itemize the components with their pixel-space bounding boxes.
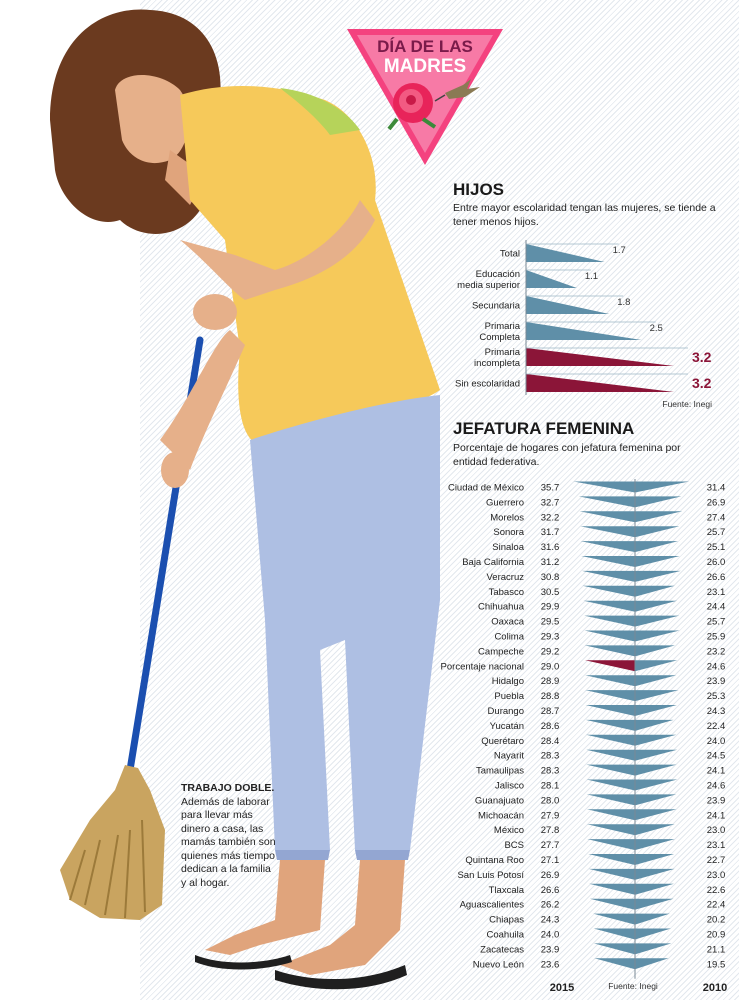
jefatura-bar-2015 bbox=[589, 884, 635, 895]
jefatura-bar-2015 bbox=[574, 482, 635, 493]
hijos-value-label: 1.1 bbox=[584, 271, 599, 282]
jefatura-value-2010: 23.0 bbox=[706, 869, 726, 881]
jefatura-bar-2015 bbox=[580, 511, 635, 522]
jefatura-value-2015: 30.5 bbox=[540, 586, 560, 598]
jefatura-bar-2010 bbox=[635, 943, 671, 954]
hijos-value-label: 2.5 bbox=[649, 323, 663, 334]
jefatura-value-2015: 26.6 bbox=[540, 884, 560, 896]
jefatura-value-2015: 28.6 bbox=[540, 720, 560, 732]
jefatura-category-label: Sonora bbox=[493, 527, 524, 539]
jefatura-bar-2010 bbox=[635, 794, 676, 805]
jefatura-value-2010: 22.4 bbox=[706, 720, 726, 732]
hijos-title: HIJOS bbox=[453, 180, 505, 199]
jefatura-bar-2010 bbox=[635, 824, 675, 835]
jefatura-value-2015: 31.2 bbox=[540, 557, 560, 568]
jefatura-category-label: Chihuahua bbox=[478, 601, 524, 613]
jefatura-bar-2015 bbox=[593, 914, 635, 925]
hijos-category-label: Sin escolaridad bbox=[455, 378, 520, 390]
jefatura-bar-2010 bbox=[635, 809, 677, 820]
jefatura-bar-2015 bbox=[582, 586, 635, 597]
jefatura-category-label: Guanajuato bbox=[474, 795, 524, 807]
hijos-category-label: incompleta bbox=[474, 358, 520, 369]
jefatura-category-label: Yucatán bbox=[489, 720, 524, 732]
jefatura-bar-2010 bbox=[635, 601, 677, 612]
jefatura-bar-2010 bbox=[635, 526, 679, 537]
jefatura-value-2015: 28.8 bbox=[540, 691, 560, 703]
jefatura-value-2015: 28.3 bbox=[540, 765, 560, 777]
jefatura-category-label: Sinaloa bbox=[492, 542, 524, 554]
hijos-bar bbox=[526, 374, 674, 392]
jefatura-category-label: Coahuila bbox=[486, 929, 524, 941]
jefatura-value-2010: 26.6 bbox=[706, 571, 726, 583]
jefatura-value-2015: 32.2 bbox=[540, 512, 560, 524]
jefatura-value-2015: 27.7 bbox=[540, 840, 560, 852]
jefatura-value-2010: 23.9 bbox=[706, 795, 726, 807]
jefatura-value-2010: 23.1 bbox=[706, 586, 726, 598]
jefatura-category-label: Puebla bbox=[494, 691, 524, 703]
jefatura-bar-2010 bbox=[635, 496, 681, 507]
jefatura-bar-2015 bbox=[581, 556, 635, 567]
badge-line2: MADRES bbox=[383, 56, 467, 77]
hijos-bar bbox=[526, 296, 609, 314]
hijos-category-label: Completa bbox=[479, 332, 520, 343]
jefatura-category-label: Chiapas bbox=[489, 914, 524, 926]
jefatura-bar-2015 bbox=[585, 660, 635, 671]
jefatura-category-label: Baja California bbox=[462, 557, 524, 568]
jefatura-category-label: Tlaxcala bbox=[488, 884, 524, 896]
jefatura-value-2010: 24.1 bbox=[706, 810, 726, 822]
jefatura-value-2010: 27.4 bbox=[706, 512, 726, 524]
jefatura-value-2010: 23.0 bbox=[706, 825, 726, 837]
hijos-bar bbox=[526, 322, 642, 340]
jefatura-bar-2015 bbox=[587, 809, 635, 820]
jefatura-value-2015: 28.1 bbox=[540, 780, 560, 792]
jefatura-bar-2010 bbox=[635, 929, 671, 940]
jefatura-category-label: Tamaulipas bbox=[475, 765, 524, 777]
jefatura-value-2010: 24.6 bbox=[706, 661, 726, 673]
jefatura-bar-2010 bbox=[635, 556, 680, 567]
jefatura-bar-2015 bbox=[580, 526, 635, 537]
jefatura-bar-2015 bbox=[581, 541, 635, 552]
jefatura-value-2015: 28.4 bbox=[540, 735, 560, 747]
hijos-category-label: Primaria bbox=[484, 321, 520, 332]
jefatura-bar-2010 bbox=[635, 631, 680, 642]
jefatura-bar-2010 bbox=[635, 660, 677, 671]
jefatura-value-2010: 23.9 bbox=[706, 676, 726, 688]
jefatura-value-2015: 29.3 bbox=[540, 631, 560, 643]
jefatura-category-label: Durango bbox=[487, 706, 524, 717]
jefatura-bar-2015 bbox=[585, 690, 635, 701]
jefatura-value-2010: 23.1 bbox=[706, 840, 726, 852]
jefatura-bar-2015 bbox=[585, 645, 635, 656]
jefatura-value-2015: 30.8 bbox=[540, 571, 560, 583]
hijos-chart bbox=[440, 235, 730, 410]
hijos-value-label: 3.2 bbox=[692, 349, 712, 365]
jefatura-category-label: San Luis Potosí bbox=[457, 869, 524, 881]
jefatura-value-2010: 25.1 bbox=[706, 542, 726, 554]
jefatura-bar-2015 bbox=[586, 750, 635, 761]
jefatura-value-2010: 25.7 bbox=[706, 527, 726, 539]
jefatura-value-2010: 25.9 bbox=[706, 631, 726, 643]
jefatura-value-2015: 24.3 bbox=[540, 914, 560, 926]
jefatura-bar-2010 bbox=[635, 780, 677, 791]
jefatura-value-2015: 28.0 bbox=[540, 795, 560, 807]
year-2015-label: 2015 bbox=[549, 982, 575, 994]
badge-line1: DÍA DE LAS bbox=[377, 37, 473, 56]
jefatura-category-label: Zacatecas bbox=[480, 944, 524, 956]
jefatura-category-label: México bbox=[493, 825, 524, 837]
jefatura-value-2015: 27.8 bbox=[540, 825, 560, 837]
jefatura-bar-2015 bbox=[594, 929, 635, 940]
jefatura-bar-2010 bbox=[635, 511, 682, 522]
jefatura-value-2015: 27.9 bbox=[540, 810, 560, 822]
jefatura-value-2015: 26.9 bbox=[540, 869, 560, 881]
jefatura-subtitle: Porcentaje de hogares con jefatura femenina por entidad federativa. bbox=[453, 442, 681, 468]
jefatura-value-2015: 29.2 bbox=[540, 646, 560, 658]
jefatura-title: JEFATURA FEMENINA bbox=[453, 419, 635, 438]
jefatura-bar-2010 bbox=[635, 571, 681, 582]
jefatura-value-2015: 29.5 bbox=[540, 616, 560, 628]
jefatura-bar-2010 bbox=[635, 884, 674, 895]
jefatura-value-2015: 27.1 bbox=[540, 855, 560, 866]
jefatura-bar-2015 bbox=[579, 496, 635, 507]
trabajo-text: Además de laborar para llevar más dinero a casa, las mamás también son quienes más tiempo dedican a la familia y al hogar. bbox=[181, 795, 276, 889]
jefatura-category-label: Michoacán bbox=[478, 810, 524, 822]
jefatura-value-2010: 26.0 bbox=[706, 557, 726, 568]
jefatura-bar-2015 bbox=[594, 943, 635, 954]
dia-de-las-madres-badge bbox=[345, 27, 505, 167]
jefatura-bar-2010 bbox=[635, 675, 676, 686]
jefatura-bar-2015 bbox=[584, 616, 635, 627]
jefatura-bar-2015 bbox=[585, 675, 635, 686]
jefatura-bar-2010 bbox=[635, 839, 675, 850]
jefatura-bar-2010 bbox=[635, 914, 670, 925]
jefatura-bar-2010 bbox=[635, 869, 675, 880]
jefatura-category-label: Nayarit bbox=[493, 750, 524, 762]
jefatura-bar-2010 bbox=[635, 765, 677, 776]
jefatura-category-label: Jalisco bbox=[494, 780, 524, 792]
jefatura-value-2015: 31.7 bbox=[540, 527, 560, 539]
jefatura-value-2010: 23.2 bbox=[706, 646, 726, 658]
hijos-value-label: 3.2 bbox=[692, 375, 712, 391]
jefatura-bar-2015 bbox=[588, 854, 635, 865]
jefatura-category-label: Nuevo León bbox=[472, 959, 524, 971]
jefatura-bar-2015 bbox=[590, 899, 635, 910]
jefatura-bar-2015 bbox=[586, 705, 635, 716]
jefatura-value-2010: 31.4 bbox=[706, 482, 726, 494]
jefatura-bar-2015 bbox=[586, 720, 635, 731]
jefatura-category-label: Colima bbox=[494, 631, 524, 643]
jefatura-value-2015: 23.9 bbox=[540, 944, 560, 956]
jefatura-value-2015: 26.2 bbox=[540, 899, 560, 911]
hijos-bar bbox=[526, 348, 674, 366]
jefatura-bar-2015 bbox=[587, 794, 635, 805]
jefatura-value-2015: 32.7 bbox=[540, 497, 560, 509]
hijos-category-label: Primaria bbox=[484, 347, 520, 358]
jefatura-bar-2010 bbox=[635, 705, 677, 716]
jefatura-bar-2010 bbox=[635, 616, 679, 627]
jefatura-bar-2015 bbox=[589, 869, 635, 880]
jefatura-category-label: Guerrero bbox=[485, 497, 524, 509]
jefatura-bar-2010 bbox=[635, 541, 678, 552]
jefatura-value-2015: 29.0 bbox=[540, 661, 560, 673]
trabajo-heading: TRABAJO DOBLE. bbox=[181, 782, 275, 794]
jefatura-category-label: Aguascalientes bbox=[459, 899, 524, 911]
jefatura-bar-2015 bbox=[584, 601, 635, 612]
jefatura-value-2015: 29.9 bbox=[540, 601, 560, 613]
hijos-bar bbox=[526, 270, 577, 288]
jefatura-value-2015: 28.7 bbox=[540, 706, 560, 717]
jefatura-bar-2015 bbox=[586, 735, 635, 746]
jefatura-value-2010: 24.4 bbox=[706, 601, 726, 613]
jefatura-category-label: Hidalgo bbox=[491, 676, 524, 688]
jefatura-bar-2010 bbox=[635, 690, 679, 701]
hijos-category-label: Secundaria bbox=[471, 300, 520, 312]
jefatura-bar-2010 bbox=[635, 586, 675, 597]
jefatura-value-2010: 24.1 bbox=[706, 765, 726, 777]
jefatura-bar-2015 bbox=[594, 958, 635, 969]
jefatura-bar-2015 bbox=[587, 839, 635, 850]
jefatura-bar-2010 bbox=[635, 720, 674, 731]
jefatura-category-label: Oaxaca bbox=[491, 616, 524, 628]
jefatura-value-2015: 28.3 bbox=[540, 750, 560, 762]
jefatura-bar-2015 bbox=[587, 780, 635, 791]
jefatura-category-label: Veracruz bbox=[486, 571, 524, 583]
jefatura-bar-2010 bbox=[635, 854, 674, 865]
jefatura-bar-2010 bbox=[635, 750, 677, 761]
jefatura-bar-2015 bbox=[585, 631, 635, 642]
jefatura-category-label: BCS bbox=[504, 840, 524, 852]
jefatura-value-2015: 35.7 bbox=[540, 482, 560, 494]
jefatura-bar-2010 bbox=[635, 899, 674, 910]
jefatura-bar-2010 bbox=[635, 735, 676, 746]
jefatura-value-2010: 19.5 bbox=[706, 959, 726, 971]
jefatura-value-2010: 24.0 bbox=[706, 735, 726, 747]
hijos-category-label: Total bbox=[499, 248, 520, 260]
jefatura-category-label: Querétaro bbox=[481, 735, 524, 747]
jefatura-value-2010: 24.5 bbox=[706, 750, 726, 762]
jefatura-value-2010: 22.7 bbox=[706, 855, 726, 866]
jefatura-bar-2015 bbox=[586, 765, 635, 776]
jefatura-value-2010: 20.2 bbox=[706, 914, 726, 926]
jefatura-value-2010: 20.9 bbox=[706, 929, 726, 941]
hijos-value-label: 1.8 bbox=[617, 297, 631, 308]
hijos-subtitle: Entre mayor escolaridad tengan las mujeres, se tiende a tener menos hijos. bbox=[453, 202, 716, 228]
hijos-value-label: 1.7 bbox=[612, 245, 626, 256]
jefatura-value-2010: 21.1 bbox=[706, 944, 726, 956]
hijos-category-label: Educación bbox=[475, 269, 520, 280]
hijos-source: Fuente: Inegi bbox=[662, 399, 712, 409]
jefatura-value-2010: 22.4 bbox=[706, 899, 726, 911]
hijos-bar bbox=[526, 244, 605, 262]
jefatura-value-2010: 25.7 bbox=[706, 616, 726, 628]
jefatura-bar-2010 bbox=[635, 645, 675, 656]
jefatura-category-label: Morelos bbox=[490, 512, 524, 524]
jefatura-category-label: Porcentaje nacional bbox=[440, 661, 524, 673]
jefatura-value-2010: 22.6 bbox=[706, 884, 726, 896]
jefatura-bar-2010 bbox=[635, 482, 689, 493]
jefatura-value-2015: 23.6 bbox=[540, 959, 560, 971]
jefatura-bar-2015 bbox=[582, 571, 635, 582]
jefatura-chart bbox=[440, 475, 739, 1000]
jefatura-category-label: Tabasco bbox=[488, 586, 524, 598]
jefatura-category-label: Quintana Roo bbox=[465, 855, 524, 866]
jefatura-value-2015: 31.6 bbox=[540, 542, 560, 554]
trabajo-doble-caption bbox=[181, 782, 276, 890]
jefatura-value-2010: 24.3 bbox=[706, 706, 726, 717]
jefatura-category-label: Campeche bbox=[478, 646, 524, 658]
jefatura-bar-2015 bbox=[587, 824, 635, 835]
jefatura-value-2015: 24.0 bbox=[540, 929, 560, 941]
hijos-category-label: media superior bbox=[457, 280, 520, 291]
jefatura-category-label: Ciudad de México bbox=[447, 482, 524, 494]
year-2010-label: 2010 bbox=[702, 982, 728, 994]
jefatura-value-2015: 28.9 bbox=[540, 676, 560, 688]
jefatura-source: Fuente: Inegi bbox=[608, 981, 658, 991]
jefatura-value-2010: 24.6 bbox=[706, 780, 726, 792]
jefatura-bar-2010 bbox=[635, 958, 669, 969]
jefatura-value-2010: 25.3 bbox=[706, 691, 726, 703]
jefatura-value-2010: 26.9 bbox=[706, 497, 726, 509]
